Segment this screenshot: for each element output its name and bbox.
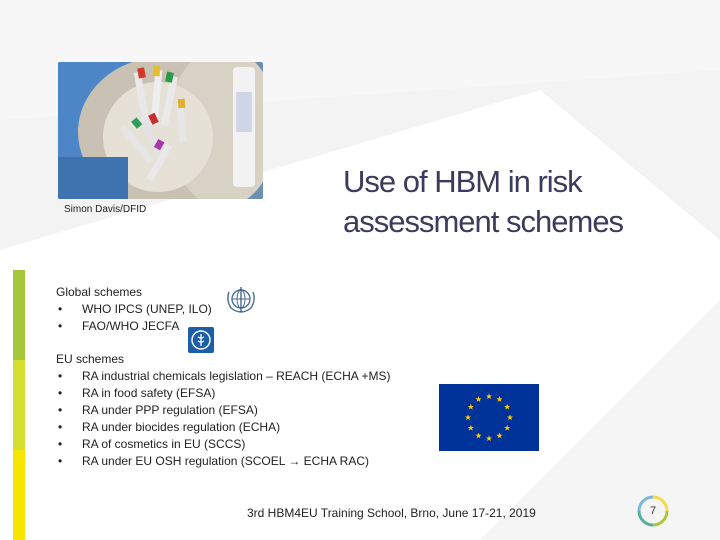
eu-flag-icon	[439, 384, 539, 451]
blood-sample-photo	[58, 62, 263, 199]
list-item: • RA in food safety (EFSA)	[58, 386, 216, 400]
bullet: •	[58, 420, 63, 434]
bullet: •	[58, 454, 63, 468]
footer-text: 3rd HBM4EU Training School, Brno, June 17-21, 2019	[247, 506, 536, 520]
list-item: • RA under PPP regulation (EFSA)	[58, 403, 258, 417]
bullet: •	[58, 319, 63, 333]
list-item: • RA under biocides regulation (ECHA)	[58, 420, 281, 434]
who-logo-icon	[224, 284, 258, 314]
slide-title	[343, 162, 673, 242]
photo-credit: Simon Davis/DFID	[64, 204, 147, 215]
list-item: • RA industrial chemicals legislation – REACH (ECHA +MS)	[58, 369, 391, 383]
side-color-bar	[13, 270, 25, 540]
title-line-1: Use of HBM in risk	[343, 164, 582, 199]
list-item: • FAO/WHO JECFA	[58, 319, 180, 333]
page-number: 7	[649, 505, 657, 517]
bullet: •	[58, 386, 63, 400]
bullet: •	[58, 302, 63, 316]
eu-schemes-list	[56, 368, 390, 470]
list-item: • RA of cosmetics in EU (SCCS)	[58, 437, 246, 451]
list-item: • WHO IPCS (UNEP, ILO)	[58, 302, 212, 316]
list-item: • RA under EU OSH regulation (SCOEL → ECHA RAC)	[58, 454, 369, 468]
global-schemes-heading: Global schemes	[56, 285, 143, 299]
bullet: •	[58, 437, 63, 451]
eu-schemes-heading: EU schemes	[56, 352, 125, 366]
bullet: •	[58, 369, 63, 383]
bullet: •	[58, 403, 63, 417]
fao-logo-icon	[188, 327, 214, 353]
title-line-2: assessment schemes	[343, 204, 624, 239]
